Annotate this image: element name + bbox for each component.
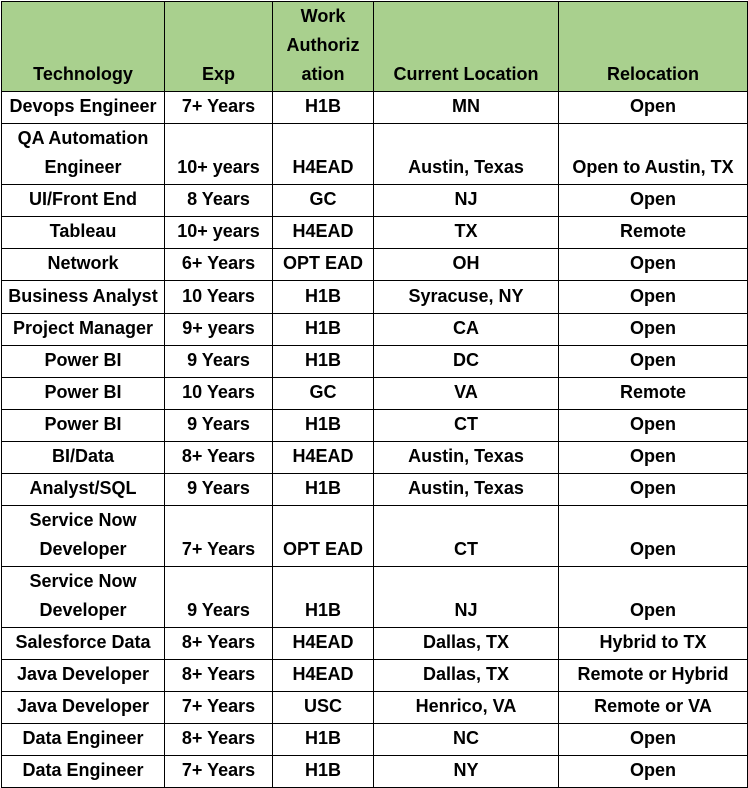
table-row: [2, 217, 748, 249]
cell-exp: 9 Years: [165, 346, 273, 378]
cell-exp: 8+ Years: [165, 442, 273, 474]
table-row: [2, 567, 748, 628]
cell-technology: Tableau: [2, 217, 165, 249]
cell-location: Austin, Texas: [374, 442, 559, 474]
table-row: [2, 281, 748, 314]
candidates-table: [1, 1, 748, 788]
cell-technology: Business Analyst: [2, 281, 165, 314]
table-row: [2, 756, 748, 788]
cell-work-auth: H4EAD: [273, 660, 374, 692]
cell-location: Austin, Texas: [374, 474, 559, 506]
cell-location: DC: [374, 346, 559, 378]
cell-technology: Analyst/SQL: [2, 474, 165, 506]
cell-relocation: Open: [559, 756, 748, 788]
cell-exp: 9+ years: [165, 314, 273, 346]
cell-work-auth: OPT EAD: [273, 506, 374, 567]
header-work-auth-line2: Authoriz: [286, 35, 360, 55]
cell-exp: 10+ years: [165, 124, 273, 185]
cell-relocation: Open: [559, 410, 748, 442]
cell-relocation: Open: [559, 314, 748, 346]
cell-relocation: Open: [559, 442, 748, 474]
cell-relocation: Hybrid to TX: [559, 628, 748, 660]
cell-technology: Java Developer: [2, 660, 165, 692]
table-row: [2, 124, 748, 185]
cell-work-auth: H1B: [273, 756, 374, 788]
cell-exp: 10+ years: [165, 217, 273, 249]
table-row: [2, 692, 748, 724]
cell-relocation: Remote or VA: [559, 692, 748, 724]
table-row: [2, 314, 748, 346]
cell-work-auth: H1B: [273, 346, 374, 378]
cell-location: Austin, Texas: [374, 124, 559, 185]
cell-work-auth: H1B: [273, 314, 374, 346]
cell-relocation: Remote: [559, 378, 748, 410]
cell-relocation: Open: [559, 474, 748, 506]
cell-exp: 7+ Years: [165, 692, 273, 724]
cell-technology: Power BI: [2, 346, 165, 378]
table-row: [2, 378, 748, 410]
header-current-location: Current Location: [374, 2, 559, 92]
cell-relocation: Open: [559, 724, 748, 756]
cell-technology: Java Developer: [2, 692, 165, 724]
table-row: [2, 185, 748, 217]
header-work-authorization: [273, 2, 374, 92]
cell-location: Dallas, TX: [374, 660, 559, 692]
cell-exp: 10 Years: [165, 281, 273, 314]
cell-technology-line1: QA Automation: [17, 128, 149, 148]
cell-location: NC: [374, 724, 559, 756]
cell-exp: 10 Years: [165, 378, 273, 410]
header-work-auth-line3: ation: [301, 64, 345, 84]
header-work-auth-line1: Work: [300, 6, 346, 26]
table-row: [2, 410, 748, 442]
cell-technology: [2, 124, 165, 185]
cell-technology: [2, 506, 165, 567]
cell-technology: Project Manager: [2, 314, 165, 346]
cell-work-auth: USC: [273, 692, 374, 724]
cell-work-auth: H4EAD: [273, 442, 374, 474]
cell-location: MN: [374, 92, 559, 124]
cell-technology-line2: Engineer: [44, 157, 122, 177]
cell-location: CT: [374, 506, 559, 567]
cell-work-auth: H1B: [273, 474, 374, 506]
cell-work-auth: H4EAD: [273, 217, 374, 249]
cell-technology: BI/Data: [2, 442, 165, 474]
header-exp: Exp: [165, 2, 273, 92]
table-row: [2, 660, 748, 692]
cell-technology: UI/Front End: [2, 185, 165, 217]
cell-relocation: Open: [559, 281, 748, 314]
cell-work-auth: OPT EAD: [273, 249, 374, 281]
table-row: [2, 346, 748, 378]
cell-relocation: Open: [559, 506, 748, 567]
cell-relocation: Remote: [559, 217, 748, 249]
table-row: [2, 442, 748, 474]
cell-work-auth: GC: [273, 378, 374, 410]
cell-location: VA: [374, 378, 559, 410]
cell-location: Syracuse, NY: [374, 281, 559, 314]
table-row: [2, 506, 748, 567]
cell-location: Henrico, VA: [374, 692, 559, 724]
cell-exp: 8+ Years: [165, 628, 273, 660]
cell-relocation: Open: [559, 346, 748, 378]
cell-technology-line1: Service Now: [29, 571, 137, 591]
header-row: [2, 2, 748, 92]
cell-work-auth: H1B: [273, 281, 374, 314]
cell-technology: Power BI: [2, 410, 165, 442]
cell-technology: Devops Engineer: [2, 92, 165, 124]
cell-technology: [2, 567, 165, 628]
cell-relocation: Remote or Hybrid: [559, 660, 748, 692]
cell-exp: 7+ Years: [165, 506, 273, 567]
cell-exp: 8+ Years: [165, 660, 273, 692]
cell-exp: 6+ Years: [165, 249, 273, 281]
header-technology: Technology: [2, 2, 165, 92]
cell-technology: Data Engineer: [2, 756, 165, 788]
cell-exp: 9 Years: [165, 474, 273, 506]
table-row: [2, 724, 748, 756]
cell-technology: Salesforce Data: [2, 628, 165, 660]
cell-location: CT: [374, 410, 559, 442]
cell-work-auth: H1B: [273, 724, 374, 756]
table-row: [2, 249, 748, 281]
cell-exp: 8+ Years: [165, 724, 273, 756]
cell-relocation: Open: [559, 185, 748, 217]
cell-relocation: Open: [559, 249, 748, 281]
table-row: [2, 628, 748, 660]
cell-technology: Network: [2, 249, 165, 281]
cell-work-auth: H1B: [273, 92, 374, 124]
table-row: [2, 92, 748, 124]
cell-location: Dallas, TX: [374, 628, 559, 660]
cell-technology-line2: Developer: [39, 539, 127, 559]
cell-location: NJ: [374, 567, 559, 628]
cell-relocation: Open: [559, 92, 748, 124]
cell-technology: Power BI: [2, 378, 165, 410]
cell-work-auth: H4EAD: [273, 124, 374, 185]
cell-work-auth: H4EAD: [273, 628, 374, 660]
cell-technology-line2: Developer: [39, 600, 127, 620]
cell-location: NJ: [374, 185, 559, 217]
cell-exp: 7+ Years: [165, 92, 273, 124]
cell-technology: Data Engineer: [2, 724, 165, 756]
cell-location: NY: [374, 756, 559, 788]
table-row: [2, 474, 748, 506]
cell-exp: 8 Years: [165, 185, 273, 217]
cell-work-auth: GC: [273, 185, 374, 217]
header-relocation: Relocation: [559, 2, 748, 92]
cell-work-auth: H1B: [273, 567, 374, 628]
cell-exp: 9 Years: [165, 567, 273, 628]
cell-relocation: Open to Austin, TX: [559, 124, 748, 185]
cell-location: OH: [374, 249, 559, 281]
cell-technology-line1: Service Now: [29, 510, 137, 530]
cell-exp: 7+ Years: [165, 756, 273, 788]
cell-location: CA: [374, 314, 559, 346]
cell-location: TX: [374, 217, 559, 249]
cell-relocation: Open: [559, 567, 748, 628]
cell-exp: 9 Years: [165, 410, 273, 442]
cell-work-auth: H1B: [273, 410, 374, 442]
